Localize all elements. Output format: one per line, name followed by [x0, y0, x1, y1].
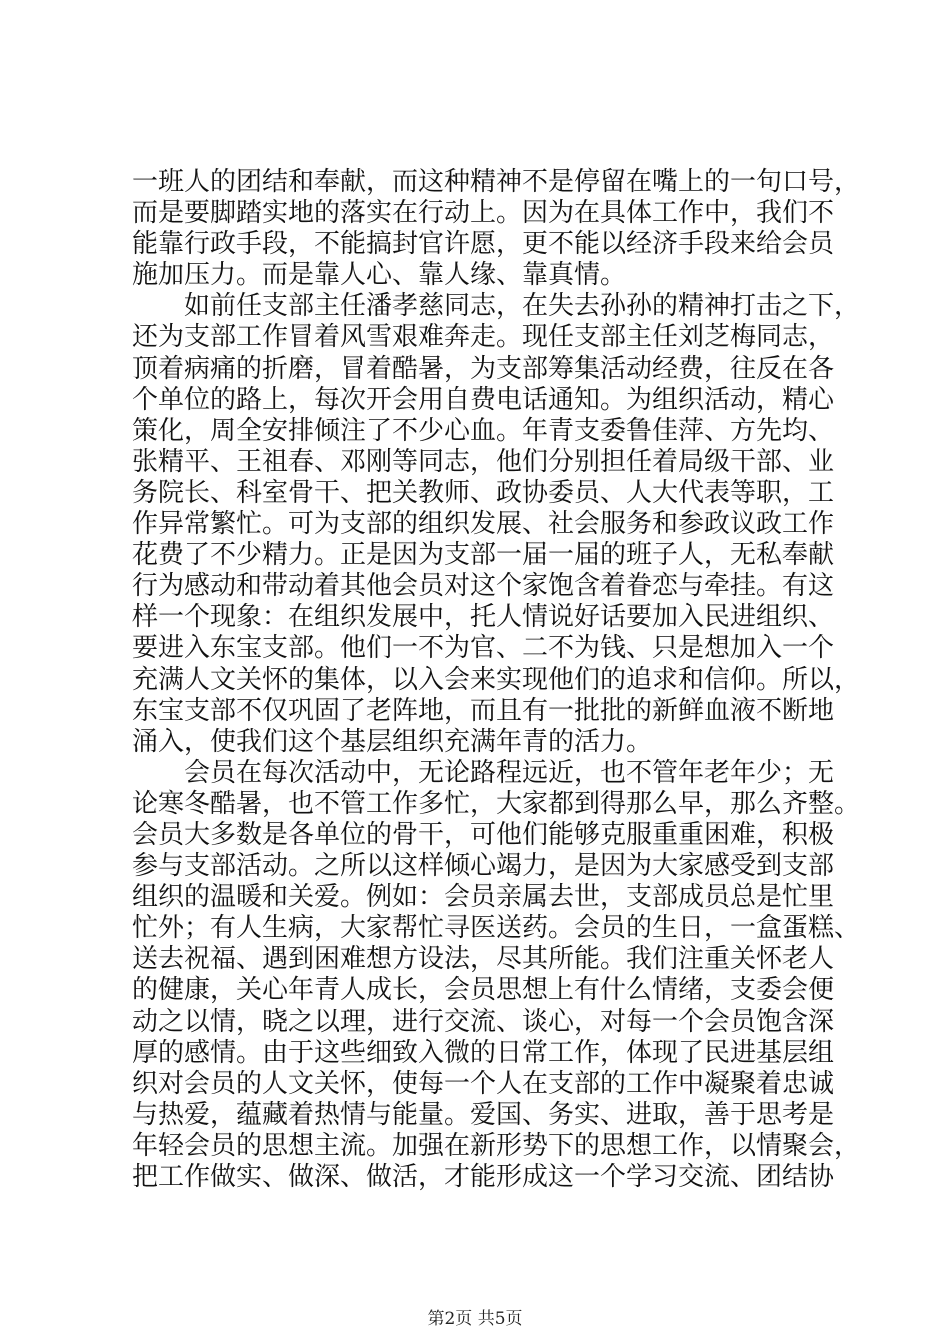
- text-line: 年轻会员的思想主流。加强在新形势下的思想工作，以情聚会，: [132, 1130, 861, 1161]
- text-line: 顶着病痛的折磨，冒着酷暑，为支部筹集活动经费，往反在各: [132, 353, 835, 384]
- text-line: 花费了不少精力。正是因为支部一届一届的班子人，无私奉献: [132, 540, 835, 571]
- text-line: 个单位的路上，每次开会用自费电话通知。为组织活动，精心: [132, 384, 835, 415]
- text-line: 参与支部活动。之所以这样倾心竭力，是因为大家感受到支部: [132, 851, 835, 882]
- paragraph: [132, 757, 861, 1193]
- text-line: 一班人的团结和奉献，而这种精神不是停留在嘴上的一句口号，: [132, 167, 861, 197]
- text-line: 组织的温暖和关爱。例如：会员亲属去世，支部成员总是忙里: [132, 882, 835, 913]
- text-line: 忙外；有人生病，大家帮忙寻医送药。会员的生日，一盒蛋糕、: [132, 913, 861, 944]
- text-line: 会员大多数是各单位的骨干，可他们能够克服重重困难，积极: [132, 819, 835, 850]
- page-number-footer: 第2页 共5页: [427, 1309, 523, 1329]
- text-line: 能靠行政手段，不能搞封官许愿，更不能以经济手段来给会员: [132, 229, 835, 260]
- paragraph: [132, 291, 861, 757]
- body-text: [132, 167, 861, 1193]
- text-line: 的健康，关心年青人成长，会员思想上有什么情绪，支委会便: [132, 975, 835, 1006]
- text-line: 论寒冬酷暑，也不管工作多忙，大家都到得那么早，那么齐整。: [132, 788, 861, 819]
- text-line: 动之以情，晓之以理，进行交流、谈心，对每一个会员饱含深: [132, 1006, 835, 1037]
- text-line: 张精平、王祖春、邓刚等同志，他们分别担任着局级干部、业: [132, 446, 835, 477]
- text-line: 织对会员的人文关怀，使每一个人在支部的工作中凝聚着忠诚: [132, 1068, 835, 1099]
- text-line: 与热爱，蕴藏着热情与能量。爱国、务实、进取，善于思考是: [132, 1099, 835, 1130]
- text-line: 还为支部工作冒着风雪艰难奔走。现任支部主任刘芝梅同志，: [132, 322, 835, 353]
- text-line: 务院长、科室骨干、把关教师、政协委员、人大代表等职，工: [132, 477, 835, 508]
- text-line: 东宝支部不仅巩固了老阵地，而且有一批批的新鲜血液不断地: [132, 695, 835, 726]
- text-line: 样一个现象：在组织发展中，托人情说好话要加入民进组织、: [132, 602, 835, 633]
- text-line: 送去祝福、遇到困难想方设法，尽其所能。我们注重关怀老人: [132, 944, 835, 975]
- text-line: 策化，周全安排倾注了不少心血。年青支委鲁佳萍、方先均、: [132, 415, 835, 446]
- text-line: 如前任支部主任潘孝慈同志，在失去孙孙的精神打击之下，: [184, 291, 861, 322]
- text-line: 会员在每次活动中，无论路程远近，也不管年老年少；无: [184, 757, 835, 788]
- paragraph: [132, 167, 861, 291]
- text-line: 要进入东宝支部。他们一不为官、二不为钱、只是想加入一个: [132, 633, 835, 664]
- text-line: 作异常繁忙。可为支部的组织发展、社会服务和参政议政工作: [132, 509, 835, 540]
- text-line: 而是要脚踏实地的落实在行动上。因为在具体工作中，我们不: [132, 198, 835, 229]
- text-line: 充满人文关怀的集体，以入会来实现他们的追求和信仰。所以，: [132, 664, 861, 695]
- text-line: 厚的感情。由于这些细致入微的日常工作，体现了民进基层组: [132, 1037, 835, 1068]
- text-line: 行为感动和带动着其他会员对这个家饱含着眷恋与牵挂。有这: [132, 571, 835, 602]
- text-line: 把工作做实、做深、做活，才能形成这一个学习交流、团结协: [132, 1162, 835, 1192]
- text-line: 施加压力。而是靠人心、靠人缘、靠真情。: [132, 260, 627, 291]
- text-line: 涌入，使我们这个基层组织充满年青的活力。: [132, 726, 653, 757]
